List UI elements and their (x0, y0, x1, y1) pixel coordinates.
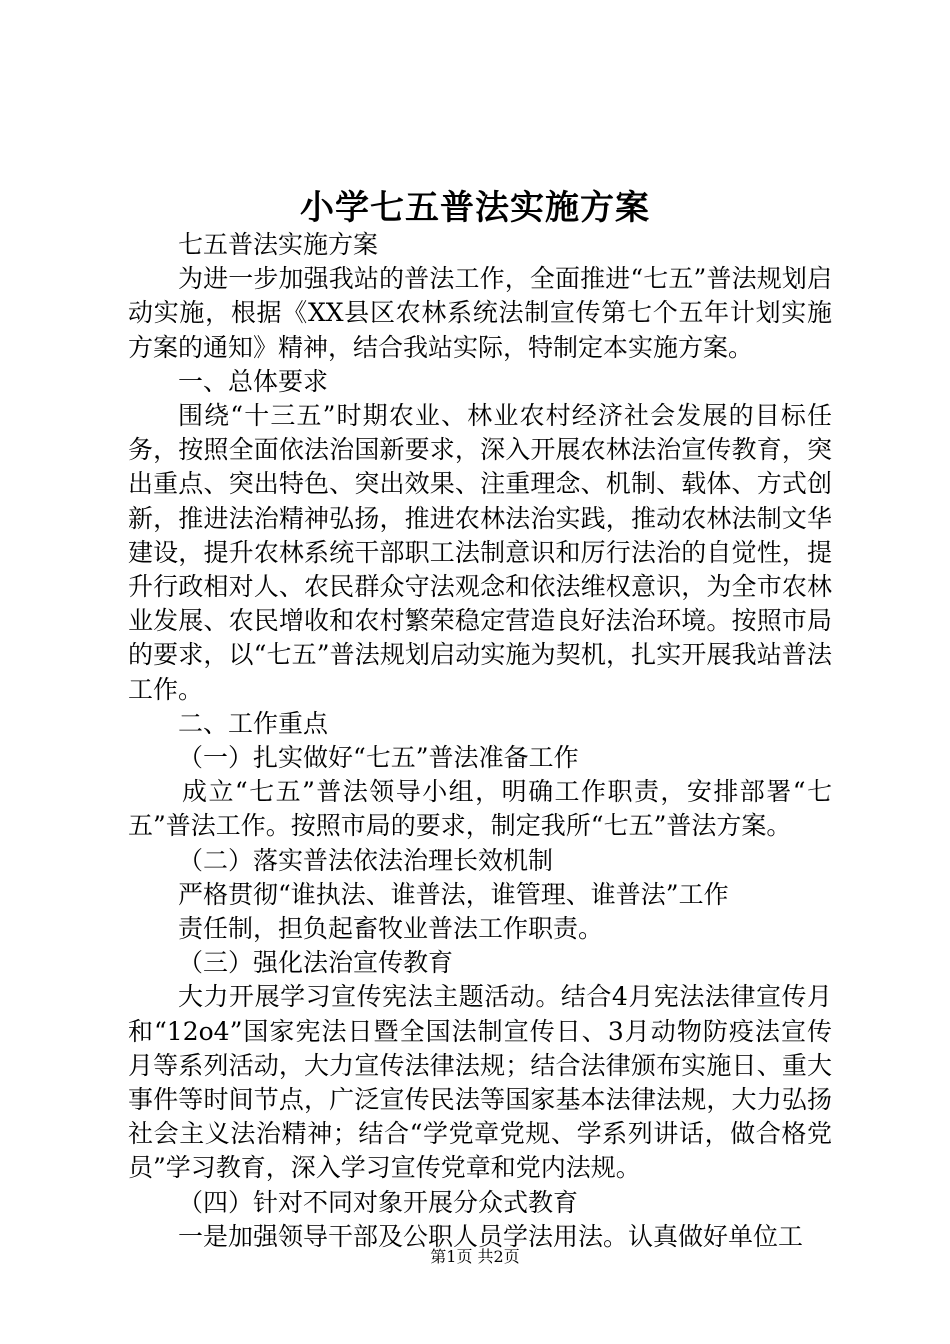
paragraph-intro: 为进一步加强我站的普法工作，全面推进“七五”普法规划启动实施，根据《XX县区农林系统法制宣传第七个五年计划实施方案的通知》精神，结合我站实际，特制定本实施方案。 (128, 264, 832, 362)
page-number: 第1页 共2页 (430, 1247, 520, 1266)
document-title: 小学七五普法实施方案 (300, 188, 650, 228)
paragraph-subtitle: 七五普法实施方案 (178, 230, 379, 259)
document-body (128, 228, 832, 1254)
paragraph-mechanism-line1: 严格贯彻“谁执法、谁普法，谁管理、谁普法”工作 (178, 879, 729, 909)
subheading-preparation: （一）扎实做好“七五”普法准备工作 (178, 743, 579, 773)
paragraph-education: 大力开展学习宣传宪法主题活动。结合4月宪法法律宣传月和“12o4”国家宪法日暨全国法制宣传日、3月动物防疫法宣传月等系列活动，大力宣传法律法规；结合法律颁布实施日、重大事件等时间节点，广泛宣传民法等国家基本法律法规，大力弘扬社会主义法治精神；结合“学党章党规、学系列讲话，做合格党员”学习教育，深入学习宣传党章和党内法规。 (128, 982, 832, 1183)
paragraph-mechanism-line2: 责任制，担负起畜牧业普法工作职责。 (178, 914, 604, 944)
heading-general-requirements: 一、总体要求 (178, 366, 329, 396)
subheading-targeted-education: （四）针对不同对象开展分众式教育 (178, 1187, 579, 1217)
paragraph-targeted-education: 一是加强领导干部及公职人员学法用法。认真做好单位工 (178, 1221, 804, 1251)
subheading-mechanism: （二）落实普法依法治理长效机制 (178, 845, 554, 875)
heading-work-focus: 二、工作重点 (178, 708, 329, 738)
paragraph-general-requirements: 围绕“十三五”时期农业、林业农村经济社会发展的目标任务，按照全面依法治国新要求，深入开展农林法治宣传教育，突出重点、突出特色、突出效果、注重理念、机制、载体、方式创新，推进法治精神弘扬，推进农林法治实践，推动农林法制文华建设，提升农林系统干部职工法制意识和厉行法治的自觉性，提升行政相对人、农民群众守法观念和依法维权意识，为全市农林业发展、农民增收和农村繁荣稳定营造良好法治环境。按照市局的要求，以“七五”普法规划启动实施为契机，扎实开展我站普法工作。 (128, 401, 832, 704)
paragraph-preparation: 成立“七五”普法领导小组，明确工作职责，安排部署“七五”普法工作。按照市局的要求，制定我所“七五”普法方案。 (128, 777, 832, 841)
subheading-education: （三）强化法治宣传教育 (178, 948, 454, 978)
